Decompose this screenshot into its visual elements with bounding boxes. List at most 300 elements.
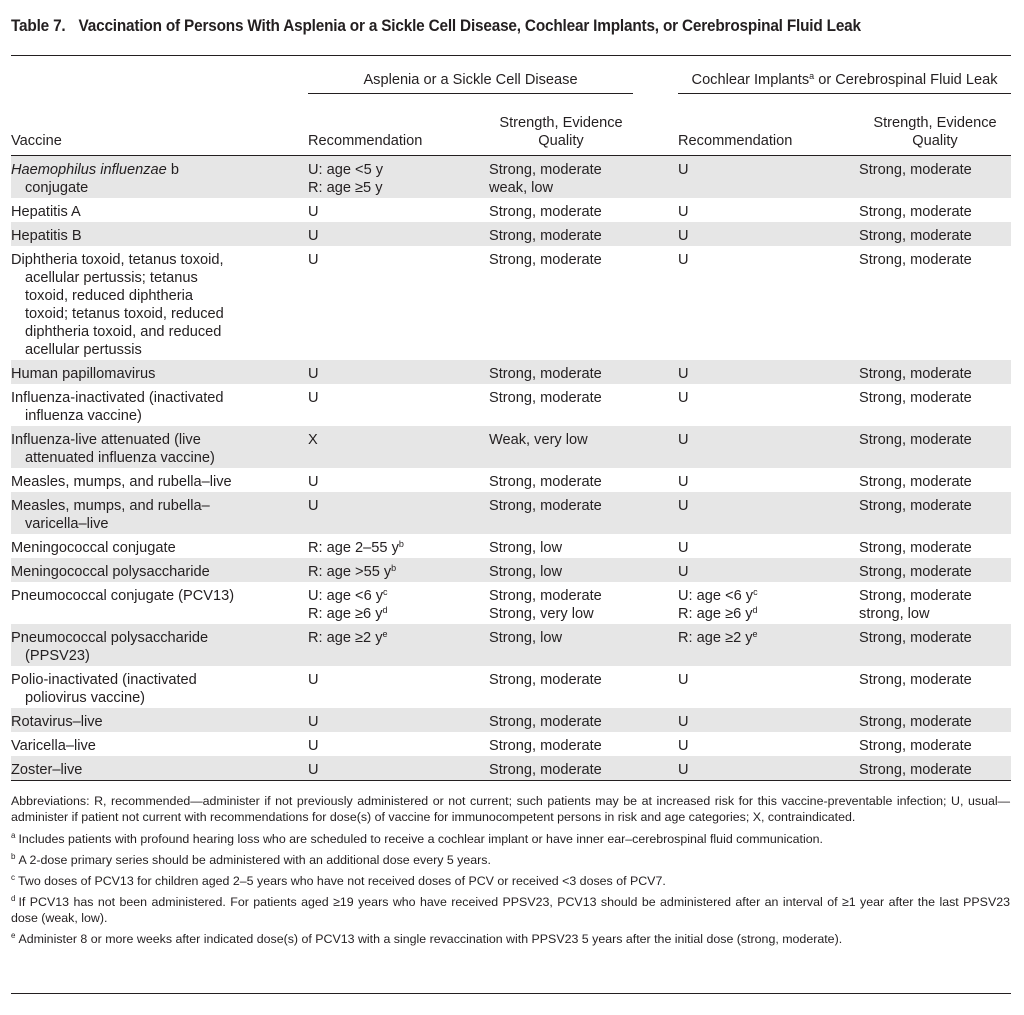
cell-line — [489, 761, 678, 779]
cell-recommendation-asplenia — [308, 558, 489, 582]
cell-text: Strong, moderate — [859, 252, 972, 268]
cell-line — [678, 671, 859, 689]
cell-recommendation-cochlear — [678, 156, 859, 199]
cell-text: Strong, moderate — [489, 366, 602, 382]
cell-line — [859, 389, 1011, 407]
cell-recommendation-asplenia — [308, 534, 489, 558]
cell-recommendation-cochlear — [678, 534, 859, 558]
cell-recommendation-asplenia — [308, 384, 489, 426]
cell-line — [678, 365, 859, 383]
cell-text: Strong, very low — [489, 606, 594, 622]
cell-line — [11, 305, 308, 323]
cell-text: Strong, moderate — [489, 204, 602, 220]
cell-text: U — [678, 474, 689, 490]
table-row — [11, 756, 1011, 781]
table-row — [11, 582, 1011, 624]
cell-recommendation-cochlear — [678, 732, 859, 756]
cell-line — [308, 587, 489, 605]
cell-line — [859, 605, 1011, 623]
cell-line — [308, 473, 489, 491]
cell-strength-cochlear — [859, 246, 1011, 360]
cell-line — [308, 389, 489, 407]
table-row — [11, 732, 1011, 756]
cell-text: U — [308, 228, 319, 244]
cell-recommendation-asplenia — [308, 360, 489, 384]
cell-text: (PPSV23) — [25, 648, 90, 664]
cell-line — [678, 389, 859, 407]
cell-line — [859, 671, 1011, 689]
cell-recommendation-asplenia — [308, 198, 489, 222]
cell-line — [308, 179, 489, 197]
cell-line — [308, 203, 489, 221]
cell-line — [11, 563, 308, 581]
cell-text: U — [678, 162, 689, 178]
column-header-recommendation-1: Recommendation — [308, 133, 423, 149]
cell-text: varicella–live — [25, 516, 109, 532]
footnote-marker: b — [398, 539, 404, 549]
cell-line — [678, 497, 859, 515]
cell-text: diphtheria toxoid, and reduced — [25, 324, 222, 340]
column-header-recommendation-2: Recommendation — [678, 133, 793, 149]
cell-strength-asplenia — [489, 222, 678, 246]
cell-text: U — [308, 252, 319, 268]
cell-vaccine — [11, 582, 308, 624]
footnote-marker: b — [391, 563, 397, 573]
table-row — [11, 468, 1011, 492]
cell-line — [859, 713, 1011, 731]
cell-line — [11, 647, 308, 665]
cell-text: Strong, low — [489, 540, 563, 556]
cell-text: Pneumococcal conjugate (PCV13) — [11, 588, 235, 604]
cell-recommendation-asplenia — [308, 468, 489, 492]
cell-text: U — [678, 738, 689, 754]
cell-text: Strong, moderate — [859, 432, 972, 448]
cell-recommendation-asplenia — [308, 156, 489, 199]
cell-text: Hepatitis A — [11, 204, 81, 220]
cell-line — [859, 365, 1011, 383]
cell-recommendation-asplenia — [308, 732, 489, 756]
cell-line — [859, 227, 1011, 245]
cell-text: Hepatitis B — [11, 228, 82, 244]
cell-line — [678, 629, 859, 647]
cell-recommendation-asplenia — [308, 246, 489, 360]
cell-vaccine — [11, 198, 308, 222]
cell-text: Measles, mumps, and rubella– — [11, 498, 210, 514]
footnote-marker: d — [752, 605, 758, 615]
cell-line — [859, 761, 1011, 779]
group-header-cochlear: Cochlear Implants$^a$ or Cerebrospinal Fluid Leak — [678, 62, 1011, 95]
cell-line — [308, 161, 489, 179]
cell-text: poliovirus vaccine) — [25, 690, 146, 706]
cell-text: Strong, moderate — [489, 498, 602, 514]
cell-text: U: age <5 y — [308, 162, 384, 178]
cell-text: R: age ≥2 y — [678, 630, 753, 646]
cell-vaccine — [11, 492, 308, 534]
cell-text: U — [678, 762, 689, 778]
cell-line — [489, 203, 678, 221]
cell-line — [859, 203, 1011, 221]
cell-text: b — [166, 162, 179, 178]
cell-text: Meningococcal polysaccharide — [11, 564, 210, 580]
cell-text: U — [678, 564, 689, 580]
table-row — [11, 534, 1011, 558]
table-footnotes — [11, 793, 1010, 952]
footnote-marker: c — [753, 587, 758, 597]
cell-line — [11, 269, 308, 287]
table-row — [11, 198, 1011, 222]
cell-strength-asplenia — [489, 756, 678, 781]
cell-text: Diphtheria toxoid, tetanus toxoid, — [11, 252, 224, 268]
column-header-vaccine: Vaccine — [11, 133, 62, 149]
cell-line — [308, 629, 489, 647]
footnote-marker: e — [382, 629, 388, 639]
cell-recommendation-cochlear — [678, 360, 859, 384]
cell-text: R: age ≥5 y — [308, 180, 383, 196]
cell-text: Strong, moderate — [859, 738, 972, 754]
footnote-marker: e — [752, 629, 758, 639]
cell-text: Strong, moderate — [859, 630, 972, 646]
cell-text: U: age <6 y — [678, 588, 754, 604]
cell-strength-cochlear — [859, 708, 1011, 732]
cell-line — [678, 737, 859, 755]
cell-text: Strong, moderate — [489, 228, 602, 244]
cell-line — [308, 497, 489, 515]
cell-line — [308, 713, 489, 731]
cell-strength-cochlear — [859, 582, 1011, 624]
cell-line — [11, 473, 308, 491]
cell-strength-cochlear — [859, 756, 1011, 781]
column-header-strength-2: Strength, Evidence Quality — [873, 115, 997, 149]
cell-line — [489, 629, 678, 647]
cell-text: Strong, moderate — [859, 588, 972, 604]
cell-line — [11, 389, 308, 407]
cell-text: U — [308, 498, 319, 514]
cell-strength-asplenia — [489, 246, 678, 360]
cell-recommendation-cochlear — [678, 582, 859, 624]
cell-text: Strong, moderate — [859, 498, 972, 514]
cell-vaccine — [11, 558, 308, 582]
cell-line — [11, 449, 308, 467]
cell-text: U — [308, 738, 319, 754]
cell-text: strong, low — [859, 606, 930, 622]
cell-text: Strong, moderate — [859, 366, 972, 382]
cell-text: Strong, moderate — [859, 762, 972, 778]
vaccination-table — [11, 62, 1011, 781]
cell-line — [859, 737, 1011, 755]
cell-line — [859, 563, 1011, 581]
cell-line — [11, 407, 308, 425]
cell-line — [11, 515, 308, 533]
cell-recommendation-asplenia — [308, 492, 489, 534]
cell-recommendation-asplenia — [308, 426, 489, 468]
cell-recommendation-asplenia — [308, 582, 489, 624]
column-header-strength-1: Strength, Evidence Quality — [499, 115, 623, 149]
cell-text: Strong, moderate — [859, 390, 972, 406]
cell-line — [859, 431, 1011, 449]
cell-line — [489, 431, 678, 449]
cell-text: Strong, moderate — [489, 714, 602, 730]
cell-text: Zoster–live — [11, 762, 83, 778]
cell-line — [11, 179, 308, 197]
cell-line — [678, 713, 859, 731]
cell-line — [11, 497, 308, 515]
cell-line — [678, 563, 859, 581]
cell-vaccine — [11, 534, 308, 558]
table-title-text: Vaccination of Persons With Asplenia or a Sickle Cell Disease, Cochlear Implants, or Cerebrospinal Fluid Leak — [78, 17, 861, 35]
cell-text: U — [678, 366, 689, 382]
cell-line — [11, 671, 308, 689]
cell-text: R: age ≥6 y — [308, 606, 383, 622]
cell-line — [859, 629, 1011, 647]
cell-strength-asplenia — [489, 708, 678, 732]
cell-line — [11, 587, 308, 605]
bottom-rule — [11, 993, 1011, 994]
cell-recommendation-cochlear — [678, 624, 859, 666]
cell-text: Strong, moderate — [489, 588, 602, 604]
cell-text: Varicella–live — [11, 738, 96, 754]
cell-line — [308, 737, 489, 755]
cell-line — [308, 671, 489, 689]
cell-vaccine — [11, 384, 308, 426]
table-row — [11, 624, 1011, 666]
cell-line — [308, 227, 489, 245]
cell-text: Strong, moderate — [859, 474, 972, 490]
cell-text: U — [308, 474, 319, 490]
cell-line — [678, 227, 859, 245]
cell-line — [859, 539, 1011, 557]
cell-line — [678, 539, 859, 557]
footnote-b: $^b$ A 2-dose primary series should be administered with an additional dose every 5 years. — [11, 852, 491, 867]
cell-line — [678, 605, 859, 623]
cell-text: Strong, moderate — [489, 762, 602, 778]
cell-line — [489, 737, 678, 755]
cell-text: Pneumococcal polysaccharide — [11, 630, 209, 646]
cell-line — [489, 161, 678, 179]
cell-strength-asplenia — [489, 558, 678, 582]
cell-recommendation-asplenia — [308, 222, 489, 246]
cell-strength-cochlear — [859, 666, 1011, 708]
cell-text: Strong, moderate — [859, 540, 972, 556]
footnote-d: $^d$ If PCV13 has not been administered. For patients aged ≥19 years who have received PPSV23, PCV13 should be administered after an interval of ≥1 year after the last PPSV23 dose (weak, low). — [11, 894, 1010, 925]
cell-text: U — [678, 252, 689, 268]
cell-line — [308, 431, 489, 449]
cell-recommendation-cochlear — [678, 558, 859, 582]
cell-line — [678, 473, 859, 491]
cell-line — [489, 179, 678, 197]
cell-recommendation-asplenia — [308, 624, 489, 666]
cell-strength-cochlear — [859, 198, 1011, 222]
footnote-marker: d — [382, 605, 388, 615]
cell-text: weak, low — [489, 180, 554, 196]
cell-recommendation-cochlear — [678, 384, 859, 426]
cell-vaccine — [11, 468, 308, 492]
cell-text: Weak, very low — [489, 432, 588, 448]
cell-line — [678, 203, 859, 221]
cell-text: Strong, moderate — [859, 672, 972, 688]
cell-line — [11, 203, 308, 221]
cell-text: U: age <6 y — [308, 588, 384, 604]
cell-text: Strong, moderate — [859, 714, 972, 730]
cell-text: U — [678, 432, 689, 448]
cell-line — [489, 539, 678, 557]
cell-text: Strong, moderate — [489, 252, 602, 268]
cell-line — [859, 161, 1011, 179]
cell-vaccine — [11, 732, 308, 756]
cell-line — [11, 341, 308, 359]
cell-text: R: age 2–55 y — [308, 540, 399, 556]
cell-strength-asplenia — [489, 582, 678, 624]
cell-text: X — [308, 432, 318, 448]
cell-text: Meningococcal conjugate — [11, 540, 176, 556]
table-number: Table 7. — [11, 17, 66, 35]
cell-line — [489, 497, 678, 515]
cell-line — [859, 497, 1011, 515]
cell-line — [859, 473, 1011, 491]
cell-vaccine — [11, 222, 308, 246]
cell-recommendation-cochlear — [678, 756, 859, 781]
cell-recommendation-cochlear — [678, 222, 859, 246]
cell-text: Strong, moderate — [859, 162, 972, 178]
cell-strength-asplenia — [489, 732, 678, 756]
cell-line — [678, 761, 859, 779]
table-row — [11, 666, 1011, 708]
group-header-asplenia: Asplenia or a Sickle Cell Disease — [308, 62, 678, 95]
cell-text: Polio-inactivated (inactivated — [11, 672, 197, 688]
cell-vaccine — [11, 156, 308, 199]
cell-text: Strong, moderate — [489, 162, 602, 178]
cell-text: Strong, moderate — [859, 204, 972, 220]
cell-text: Strong, moderate — [489, 390, 602, 406]
cell-line — [489, 473, 678, 491]
cell-text: Strong, moderate — [489, 738, 602, 754]
cell-strength-asplenia — [489, 666, 678, 708]
cell-text: U — [308, 204, 319, 220]
cell-recommendation-asplenia — [308, 666, 489, 708]
cell-strength-cochlear — [859, 492, 1011, 534]
cell-line — [308, 365, 489, 383]
cell-line — [11, 287, 308, 305]
cell-strength-asplenia — [489, 384, 678, 426]
cell-text: R: age >55 y — [308, 564, 392, 580]
cell-line — [308, 539, 489, 557]
cell-vaccine — [11, 246, 308, 360]
cell-text: Human papillomavirus — [11, 366, 156, 382]
cell-text: U — [678, 498, 689, 514]
cell-line — [489, 713, 678, 731]
cell-text: toxoid; tetanus toxoid, reduced — [25, 306, 224, 322]
cell-line — [489, 587, 678, 605]
cell-strength-cochlear — [859, 384, 1011, 426]
footnote-c: $^c$ Two doses of PCV13 for children aged 2–5 years who have not received doses of PCV or received <3 doses of PCV7. — [11, 873, 666, 888]
cell-strength-asplenia — [489, 426, 678, 468]
cell-text: Influenza-live attenuated (live — [11, 432, 201, 448]
cell-strength-cochlear — [859, 558, 1011, 582]
cell-text: Rotavirus–live — [11, 714, 103, 730]
cell-strength-asplenia — [489, 624, 678, 666]
table-row — [11, 558, 1011, 582]
cell-line — [489, 563, 678, 581]
cell-text: U — [678, 228, 689, 244]
cell-recommendation-cochlear — [678, 198, 859, 222]
cell-strength-cochlear — [859, 468, 1011, 492]
cell-text: U — [678, 204, 689, 220]
cell-text: Strong, low — [489, 630, 563, 646]
cell-strength-cochlear — [859, 360, 1011, 384]
cell-text: U — [678, 540, 689, 556]
cell-text: Strong, low — [489, 564, 563, 580]
cell-strength-asplenia — [489, 468, 678, 492]
cell-recommendation-asplenia — [308, 756, 489, 781]
cell-text: Strong, moderate — [489, 672, 602, 688]
cell-line — [678, 251, 859, 269]
top-rule — [11, 55, 1011, 56]
cell-strength-cochlear — [859, 156, 1011, 199]
cell-line — [489, 605, 678, 623]
cell-text: Influenza-inactivated (inactivated — [11, 390, 224, 406]
cell-text: attenuated influenza vaccine) — [25, 450, 215, 466]
cell-recommendation-cochlear — [678, 666, 859, 708]
cell-line — [308, 605, 489, 623]
table-row — [11, 492, 1011, 534]
abbreviations-note: Abbreviations: R, recommended—administer if not previously administered or not current; such patients may be at increased risk for this vaccine-preventable infection; U, usual—administer if patient not current with recommendations for dose(s) of vaccine for immunocompetent persons in risk and age categories; X, contraindicated. — [11, 794, 1010, 824]
cell-line — [11, 629, 308, 647]
table-row — [11, 246, 1011, 360]
cell-line — [489, 671, 678, 689]
cell-line — [489, 251, 678, 269]
italic-text: Haemophilus influenzae — [11, 162, 167, 178]
cell-text: U — [678, 390, 689, 406]
cell-text: conjugate — [25, 180, 89, 196]
cell-strength-cochlear — [859, 534, 1011, 558]
cell-text: U — [308, 714, 319, 730]
cell-line — [11, 323, 308, 341]
cell-text: Strong, moderate — [859, 564, 972, 580]
table-row — [11, 384, 1011, 426]
cell-strength-cochlear — [859, 624, 1011, 666]
cell-line — [489, 227, 678, 245]
cell-line — [678, 431, 859, 449]
cell-strength-asplenia — [489, 360, 678, 384]
cell-recommendation-cochlear — [678, 468, 859, 492]
cell-line — [859, 587, 1011, 605]
cell-text: U — [308, 390, 319, 406]
cell-line — [11, 737, 308, 755]
cell-strength-cochlear — [859, 426, 1011, 468]
cell-vaccine — [11, 756, 308, 781]
cell-line — [308, 761, 489, 779]
cell-line — [489, 365, 678, 383]
cell-text: acellular pertussis; tetanus — [25, 270, 198, 286]
cell-text: Measles, mumps, and rubella–live — [11, 474, 232, 490]
cell-line — [308, 251, 489, 269]
cell-text: Strong, moderate — [489, 474, 602, 490]
cell-recommendation-cochlear — [678, 426, 859, 468]
cell-line — [11, 539, 308, 557]
table-row — [11, 156, 1011, 199]
cell-line — [11, 161, 308, 179]
cell-strength-asplenia — [489, 492, 678, 534]
cell-strength-asplenia — [489, 156, 678, 199]
table-row — [11, 426, 1011, 468]
cell-text: U — [308, 672, 319, 688]
cell-text: U — [678, 672, 689, 688]
cell-vaccine — [11, 426, 308, 468]
cell-line — [11, 761, 308, 779]
footnote-a: $^a$ Includes patients with profound hearing loss who are scheduled to receive a cochlear implant or have inner ear–cerebrospinal fluid communication. — [11, 831, 823, 846]
cell-line — [11, 251, 308, 269]
cell-text: influenza vaccine) — [25, 408, 142, 424]
table-row — [11, 222, 1011, 246]
